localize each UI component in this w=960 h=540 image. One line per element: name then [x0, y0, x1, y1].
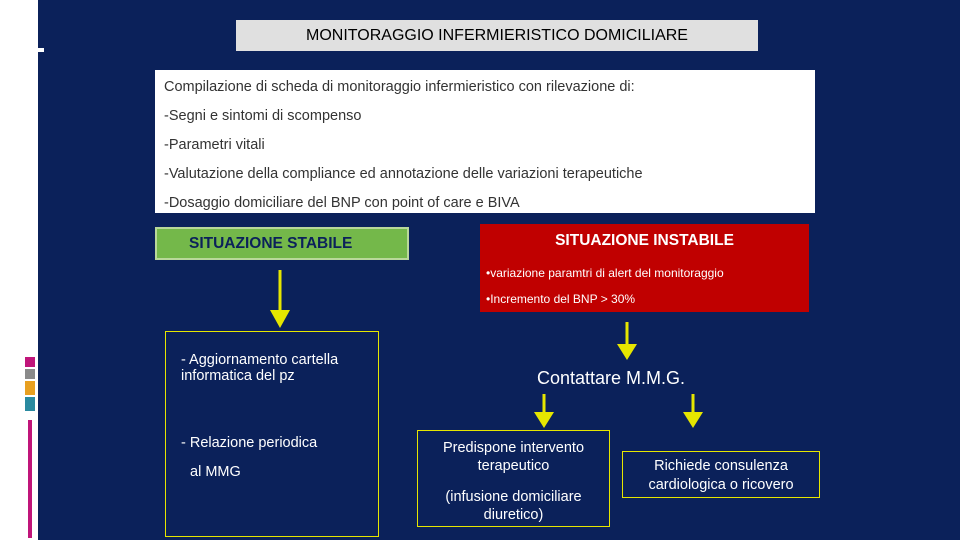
consult-box: Richiede consulenza cardiologica o ricovero — [622, 451, 820, 498]
info-item: -Parametri vitali — [164, 137, 265, 153]
info-intro: Compilazione di scheda di monitoraggio infermieristico con rilevazione di: — [164, 79, 635, 95]
down-arrow-icon — [681, 394, 705, 430]
stable-action: - Relazione periodica — [181, 435, 318, 451]
stable-actions-box — [165, 331, 379, 537]
side-line — [28, 420, 32, 538]
monitoring-info-box — [155, 70, 815, 213]
stable-situation-box: SITUAZIONE STABILE — [155, 227, 409, 260]
down-arrow-icon — [268, 270, 292, 330]
info-item: -Valutazione della compliance ed annotazione delle variazioni terapeutiche — [164, 166, 643, 182]
unstable-bullet: •variazione paramtri di alert del monitoraggio — [486, 266, 724, 280]
contact-mmg-label: Contattare M.M.G. — [537, 368, 686, 388]
stable-action: al MMG — [190, 464, 241, 480]
side-marker-orange — [25, 381, 35, 395]
stable-action: - Aggiornamento cartella informatica del pz — [181, 352, 339, 384]
corner-decoration — [30, 56, 34, 88]
info-item: -Segni e sintomi di scompenso — [164, 108, 362, 124]
therapy-box — [417, 430, 610, 527]
side-marker-magenta — [25, 357, 35, 367]
unstable-label: SITUAZIONE INSTABILE — [555, 232, 734, 249]
side-marker-gray — [25, 369, 35, 379]
unstable-bullet: •Incremento del BNP > 30% — [486, 292, 636, 306]
unstable-situation-box — [480, 224, 809, 312]
info-item: -Dosaggio domiciliare del BNP con point of care e BIVA — [164, 195, 520, 211]
slide-title: MONITORAGGIO INFERMIERISTICO DOMICILIARE — [236, 20, 758, 51]
therapy-line: (infusione domiciliare diuretico) — [445, 489, 582, 523]
therapy-line: Predispone intervento terapeutico — [442, 440, 585, 474]
corner-decoration — [22, 48, 26, 88]
side-marker-teal — [25, 397, 35, 411]
down-arrow-icon — [532, 394, 556, 430]
down-arrow-icon — [615, 322, 639, 362]
